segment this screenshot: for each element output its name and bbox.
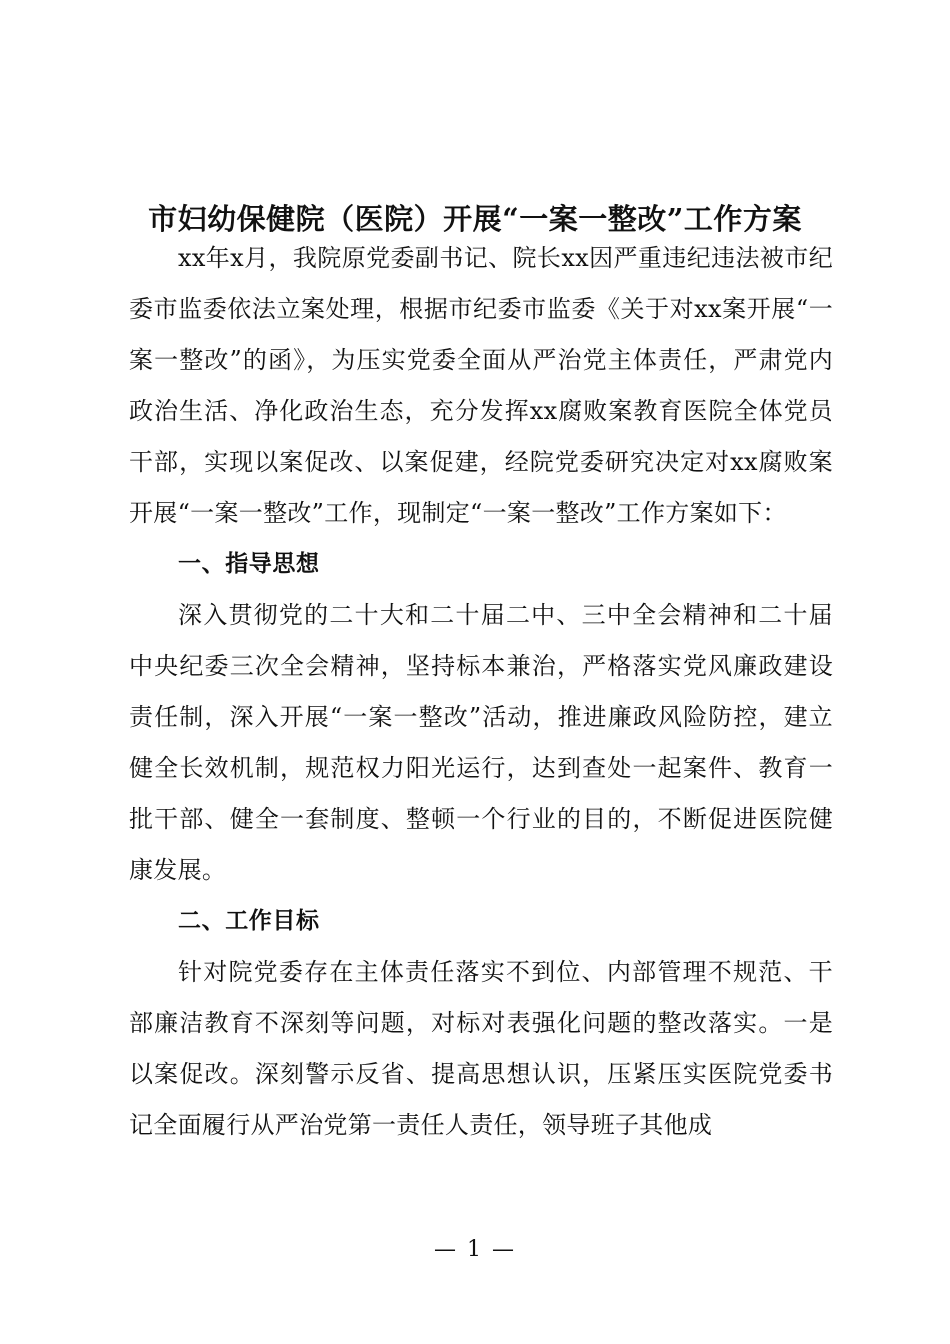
section-heading-work-goals: 二、工作目标 xyxy=(178,908,320,934)
section-paragraph-work-goals: 针对院党委存在主体责任落实不到位、内部管理不规范、干部廉洁教育不深刻等问题，对标对表强化问题的整改落实。一是以案促改。深刻警示反省、提高思想认识，压紧压实医院党委书记全面履行从严治党第一责任人责任，领导班子其他成 xyxy=(129,958,833,1139)
section-heading-guiding-ideology: 一、指导思想 xyxy=(178,551,320,577)
document-body xyxy=(129,233,833,1151)
page-number: — 1 — xyxy=(434,1237,516,1262)
document-title: 市妇幼保健院（医院）开展“一案一整改”工作方案 xyxy=(148,202,802,237)
intro-paragraph: xx年x月，我院原党委副书记、院长xx因严重违纪违法被市纪委市监委依法立案处理，根据市纪委市监委《关于对xx案开展“一案一整改”的函》，为压实党委全面从严治党主体责任，严肃党内政治生活、净化政治生态，充分发挥xx腐败案教育医院全体党员干部，实现以案促改、以案促建，经院党委研究决定对xx腐败案开展“一案一整改”工作，现制定“一案一整改”工作方案如下： xyxy=(129,244,833,527)
section-paragraph-guiding-ideology: 深入贯彻党的二十大和二十届二中、三中全会精神和二十届中央纪委三次全会精神，坚持标本兼治，严格落实党风廉政建设责任制，深入开展“一案一整改”活动，推进廉政风险防控，建立健全长效机制，规范权力阳光运行，达到查处一起案件、教育一批干部、健全一套制度、整顿一个行业的目的，不断促进医院健康发展。 xyxy=(129,601,833,884)
